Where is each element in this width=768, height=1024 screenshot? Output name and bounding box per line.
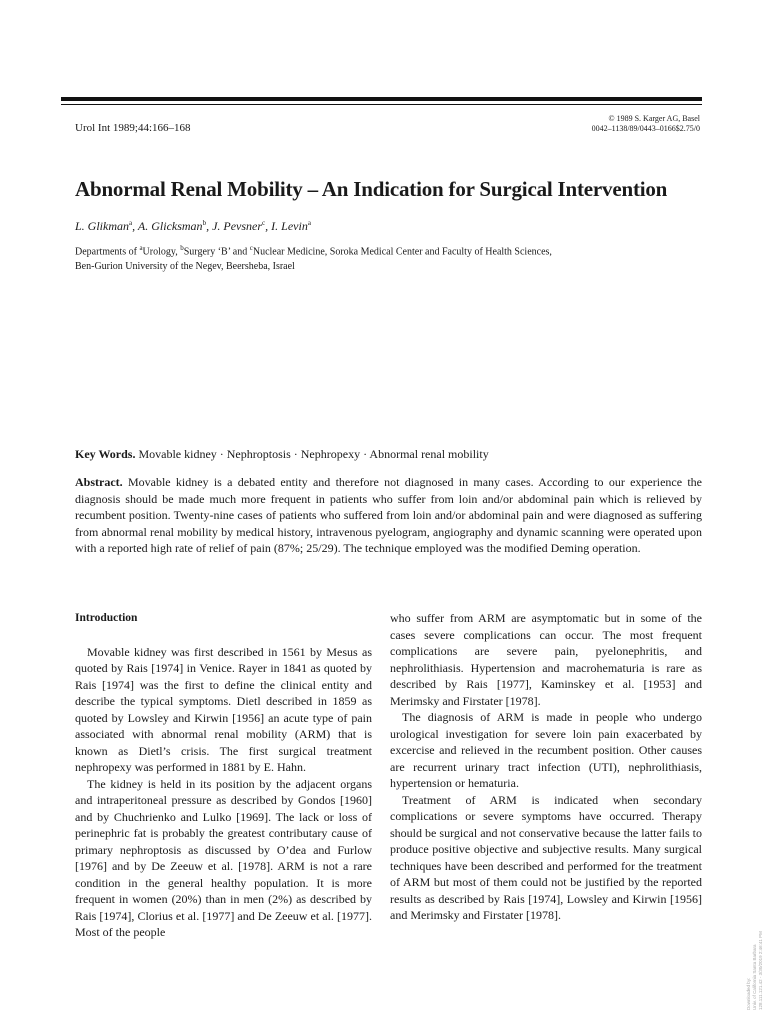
watermark-line: Univ. of California Santa Barbara bbox=[752, 944, 757, 1010]
author-name: L. Glikman bbox=[75, 219, 129, 233]
article-title: Abnormal Renal Mobility – An Indication for Surgical Intervention bbox=[75, 177, 668, 201]
author-name: I. Levin bbox=[271, 219, 308, 233]
author-affil-mark: a bbox=[307, 219, 311, 227]
copyright-block bbox=[592, 114, 700, 134]
author-affil-mark: b bbox=[202, 219, 207, 227]
affil-dept: Nuclear Medicine, Soroka Medical Center and Faculty of Health Sciences, bbox=[252, 246, 552, 258]
author-name: J. Pevsner bbox=[212, 219, 263, 233]
abstract-text: Movable kidney is a debated entity and therefore not diagnosed in many cases. According to our experience the diagnosis should be made much more frequent in patients who suffer from loin and/or abdominal pain which is relieved by recumbent position. Twenty-nine cases of patients who suffered from loin and/or abdominal pain and were diagnosed as suffering from abnormal renal mobility by medical history, intravenous pyelogram, angiography and dynamic scanning were operated upon with a reported high rate of relief of pain (87%; 25/29). The technique employed was the modified Deming operation. bbox=[75, 475, 703, 556]
keywords-label: Key Words. bbox=[75, 447, 136, 461]
abstract bbox=[75, 474, 702, 557]
body-column-left bbox=[75, 610, 372, 941]
affiliation bbox=[75, 241, 552, 274]
journal-reference: Urol Int 1989;44:166–168 bbox=[75, 122, 191, 134]
section-heading: Introduction bbox=[75, 612, 138, 624]
body-paragraph: The diagnosis of ARM is made in people who undergo urological investigation for severe loin pain exacerbated by excercise and relieved in the recumbent position. Other causes are recurrent urinary tract infection (UTI), nephrolithiasis, hypertension or hematuria. bbox=[390, 710, 702, 790]
body-paragraph: who suffer from ARM are asymptomatic but in some of the cases severe complications can occur. The most frequent complications are severe pain, pyelonephritis, and nephrolithiasis. Hypertension and macrohematuria is rare as described by Rais [1977], Kaminskey et al. [1953] and Merimsky and Firstater [1978]. bbox=[390, 611, 702, 708]
affil-dept: Urology, bbox=[142, 246, 181, 258]
affil-prefix: Departments of bbox=[75, 246, 140, 258]
body-paragraph: Treatment of ARM is indicated when secondary complications or severe symptoms have occurred. Therapy should be surgical and not conservative because the latter fails to produce positive objective and subjective results. Many surgical techniques have been described and performed for the treatment of ARM but most of them could not be justified by the reported results as described by Rais [1974], Lowsley and Kirwin [1956] and Merimsky and Firstater [1978]. bbox=[390, 792, 702, 922]
top-rule-thick bbox=[61, 97, 702, 101]
author-affil-mark: a bbox=[129, 219, 133, 227]
abstract-label: Abstract. bbox=[75, 475, 123, 489]
author-list: L. Glikman$^a$, A. Glicksman$^b$, J. Pevsner$^c$, I. Levin$^a$ bbox=[75, 219, 311, 233]
top-rule-thin bbox=[61, 104, 702, 105]
keywords bbox=[75, 447, 489, 462]
affil-mark: a bbox=[139, 244, 143, 252]
affil-mark: b bbox=[180, 244, 184, 252]
author-affil-mark: c bbox=[262, 219, 266, 227]
watermark-line: Downloaded by: bbox=[746, 977, 751, 1010]
body-column-right bbox=[390, 610, 702, 924]
watermark-line: 128.111.121.42 - 3/30/2019 2:46:41 PM bbox=[758, 931, 763, 1010]
affil-mark: c bbox=[249, 244, 253, 252]
copyright-line: © 1989 S. Karger AG, Basel bbox=[608, 114, 700, 123]
body-paragraph: The kidney is held in its position by the adjacent organs and intraperitoneal pressure as described by Gondos [1960] and by Chuchrienko and Lulko [1969]. The lack or loss of perinephric fat is probably the greatest contributary cause of primary nephroptosis as discussed by O’dea and Furlow [1976] and by De Zeeuw et al. [1978]. ARM is not a rare condition in the general healthy population. It is more frequent in women (20%) than in men (2%) as described by Rais [1974], Clorius et al. [1977] and De Zeeuw et al. [1977]. Most of the people bbox=[75, 776, 372, 939]
affiliation-line-1 bbox=[75, 241, 552, 259]
download-watermark bbox=[746, 931, 764, 1010]
affiliation-line-2: Ben-Gurion University of the Negev, Beersheba, Israel bbox=[75, 261, 295, 273]
affil-dept: Surgery ‘B’ and bbox=[183, 246, 250, 258]
issn-line: 0042–1138/89/0443–0166$2.75/0 bbox=[591, 124, 700, 133]
author-name: A. Glicksman bbox=[137, 219, 203, 233]
body-paragraph: Movable kidney was first described in 1561 by Mesus as quoted by Rais [1974] in Venice. Rayer in 1841 as quoted by Rais [1974] was the first to define the clinical entity and describe the typical symptoms. Dietl described in 1859 as quoted by Lowsley and Kirwin [1956] an acute type of pain associated with abnormal renal mobility (ARM) that is known as Dietl’s crisis. The first surgical treatment nephropexy was performed in 1881 by E. Hahn. bbox=[75, 644, 372, 774]
keywords-text: Movable kidney · Nephroptosis · Nephropexy · Abnormal renal mobility bbox=[138, 447, 489, 461]
